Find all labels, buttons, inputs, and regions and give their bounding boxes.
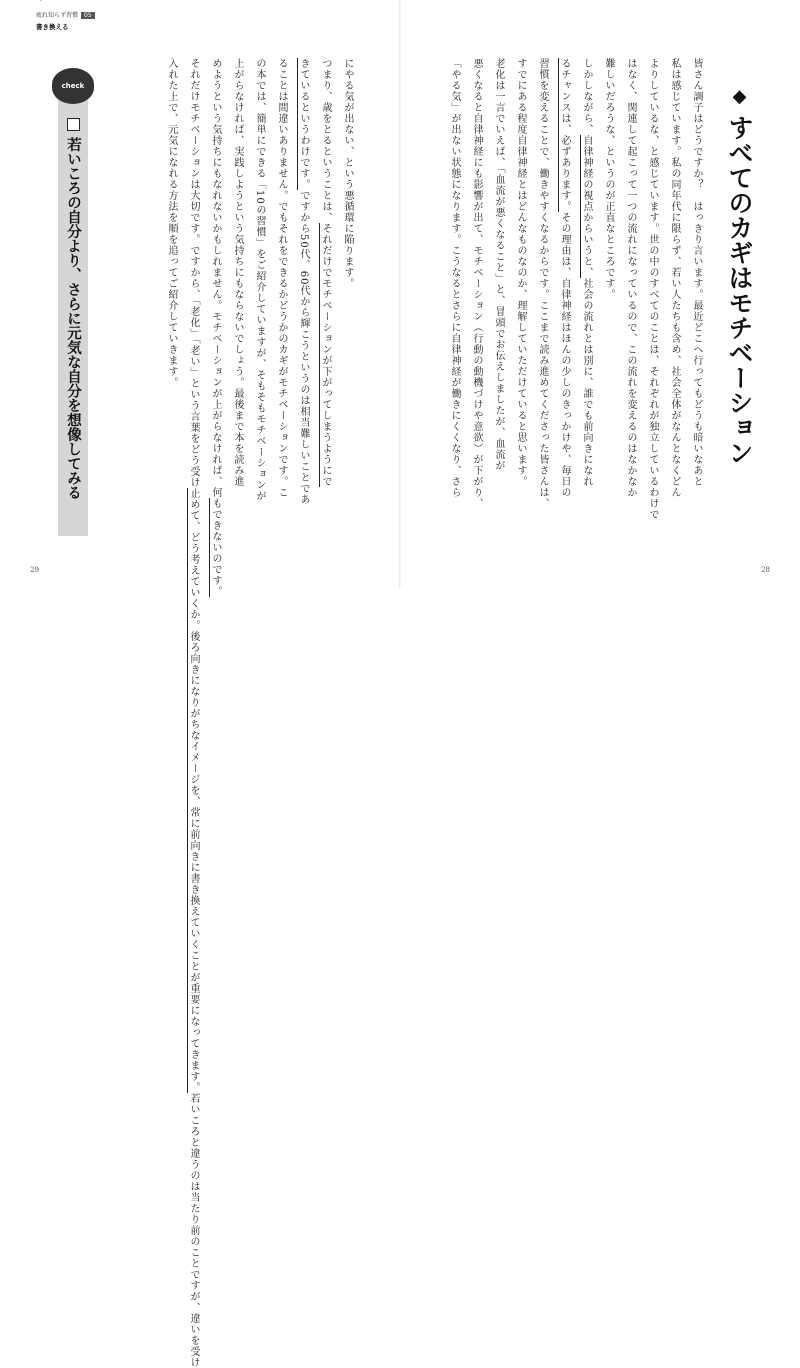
right-page-body (430, 58, 707, 528)
body-text: 難しいだろうな、というのが正直なところです。 (603, 58, 614, 300)
emphasis-text: きているというわけです。 (298, 58, 309, 190)
body-text: 老化は一言でいえば、「血流が悪くなること」と、冒頭でお伝えしましたが、血流が (493, 58, 504, 471)
body-text: 皆さん調子はどうですか？ はっきり言います。最近どこへ行ってもどうも暗いなあと (691, 58, 702, 487)
body-text: 悪くなると自律神経にも影響が出て、モチベーション（行動の動機づけや意欲）が下がり、 (471, 58, 482, 509)
left-page-body (116, 58, 358, 1368)
series-label: 疲れ知らず習慣 (36, 12, 79, 19)
emphasis-text: いくことが重要になってきます。 (188, 928, 199, 1093)
body-text: ることは間違いありません。でもそれをできるかどうかのカギがモチベーションです。こ (276, 58, 287, 498)
body-text: つまり、歳をとるということは、 (320, 58, 331, 223)
body-text: しかしながら、 (581, 58, 592, 135)
body-text: 私は感じています。私の同年代に限らず、若い人たちも含め、社会全体がなんとなくどん (669, 58, 680, 498)
body-paragraph (204, 58, 314, 597)
body-paragraph (597, 58, 707, 528)
body-text: その理由は、自律神経はほんの少しのきっかけや、毎日の (559, 212, 570, 498)
emphasis-text: 自律神経の視点からいうと、 (581, 135, 592, 278)
body-text: はなく、関連して起こって一つの流れになっているので、この流れを変えるのはなかなか (625, 58, 636, 498)
body-paragraph (575, 58, 597, 528)
body-text: 若いころと違うのは当たり前のことですが、違いを受け (188, 1093, 199, 1368)
body-text: ですから50代、60代から輝こうというのは相当難しいことであ (298, 190, 309, 506)
body-text: 上がらなければ、実践しようという気持ちにもならないでしょう。最後まで本を読み進 (232, 58, 243, 487)
check-item-text: 若いころの自分より、さらに元気な自分を想像してみる (65, 137, 81, 500)
body-text: 社会の流れとは別に、誰でも前向きになれ (581, 278, 592, 487)
chapter-badge: 05 (81, 12, 95, 19)
check-callout (48, 68, 98, 538)
check-item (58, 118, 88, 533)
checkbox-icon (67, 118, 80, 131)
emphasis-text: もできないのです。 (210, 498, 221, 597)
body-text: それだけモチベーションは大切です。ですから、「老化」「老い」という言葉をどう受け (188, 58, 199, 488)
check-badge: check (52, 68, 94, 104)
body-paragraph (553, 58, 575, 528)
body-text: 「やる気」が出ない状態になります。こうなるとさらに自律神経が働きにくくなり、さら (449, 58, 460, 498)
body-paragraph (160, 58, 204, 1368)
body-text: 入れた上で、元気になれる方法を順を追ってご紹介していきます。 (166, 58, 177, 388)
body-text: めようという気持ちにもなれないかもしれません。モチベーションが上がらなければ、何 (210, 58, 221, 498)
running-header-series (36, 10, 95, 19)
chapter-title: 書き換える (36, 23, 69, 31)
body-text: にやる気が出ない、という悪循環に陥ります。 (342, 58, 353, 289)
running-header (36, 10, 95, 31)
body-paragraph (509, 58, 553, 528)
body-text: よりしているな、と感じています。世の中のすべてのことは、それぞれが独立しているわけで (647, 58, 658, 520)
emphasis-text: それだけでモチベーションが下がってしまうようにで (320, 223, 331, 487)
emphasis-text: 止めて、どう考えていくか。後ろ向きになりがちなイメージを、常に前向きに書き換えて (188, 488, 199, 928)
body-paragraph (314, 58, 336, 528)
cube-icon: ◆ (729, 86, 750, 107)
body-text: の本では、簡単にできる「10の習慣」をご紹介していますが、そもそもモチベーションが (254, 58, 265, 502)
body-paragraph (443, 58, 509, 528)
body-text: 習慣を変えることで、働きやすくなるからです。ここまで読み進めてくださった皆さんは、 (537, 58, 548, 509)
page-number-left: 29 (30, 566, 39, 574)
page-number-right: 28 (761, 566, 770, 574)
section-title (724, 86, 754, 465)
emphasis-text: るチャンスは、必ずあります。 (559, 58, 570, 212)
body-text: すでにある程度自律神経とはどんなものなのか、理解していただけていると思います。 (515, 58, 526, 487)
section-title-text: すべてのカギはモチベーション (725, 115, 754, 465)
corner-rule (40, 0, 95, 1)
page-gutter (399, 0, 401, 587)
body-paragraph (336, 58, 358, 528)
